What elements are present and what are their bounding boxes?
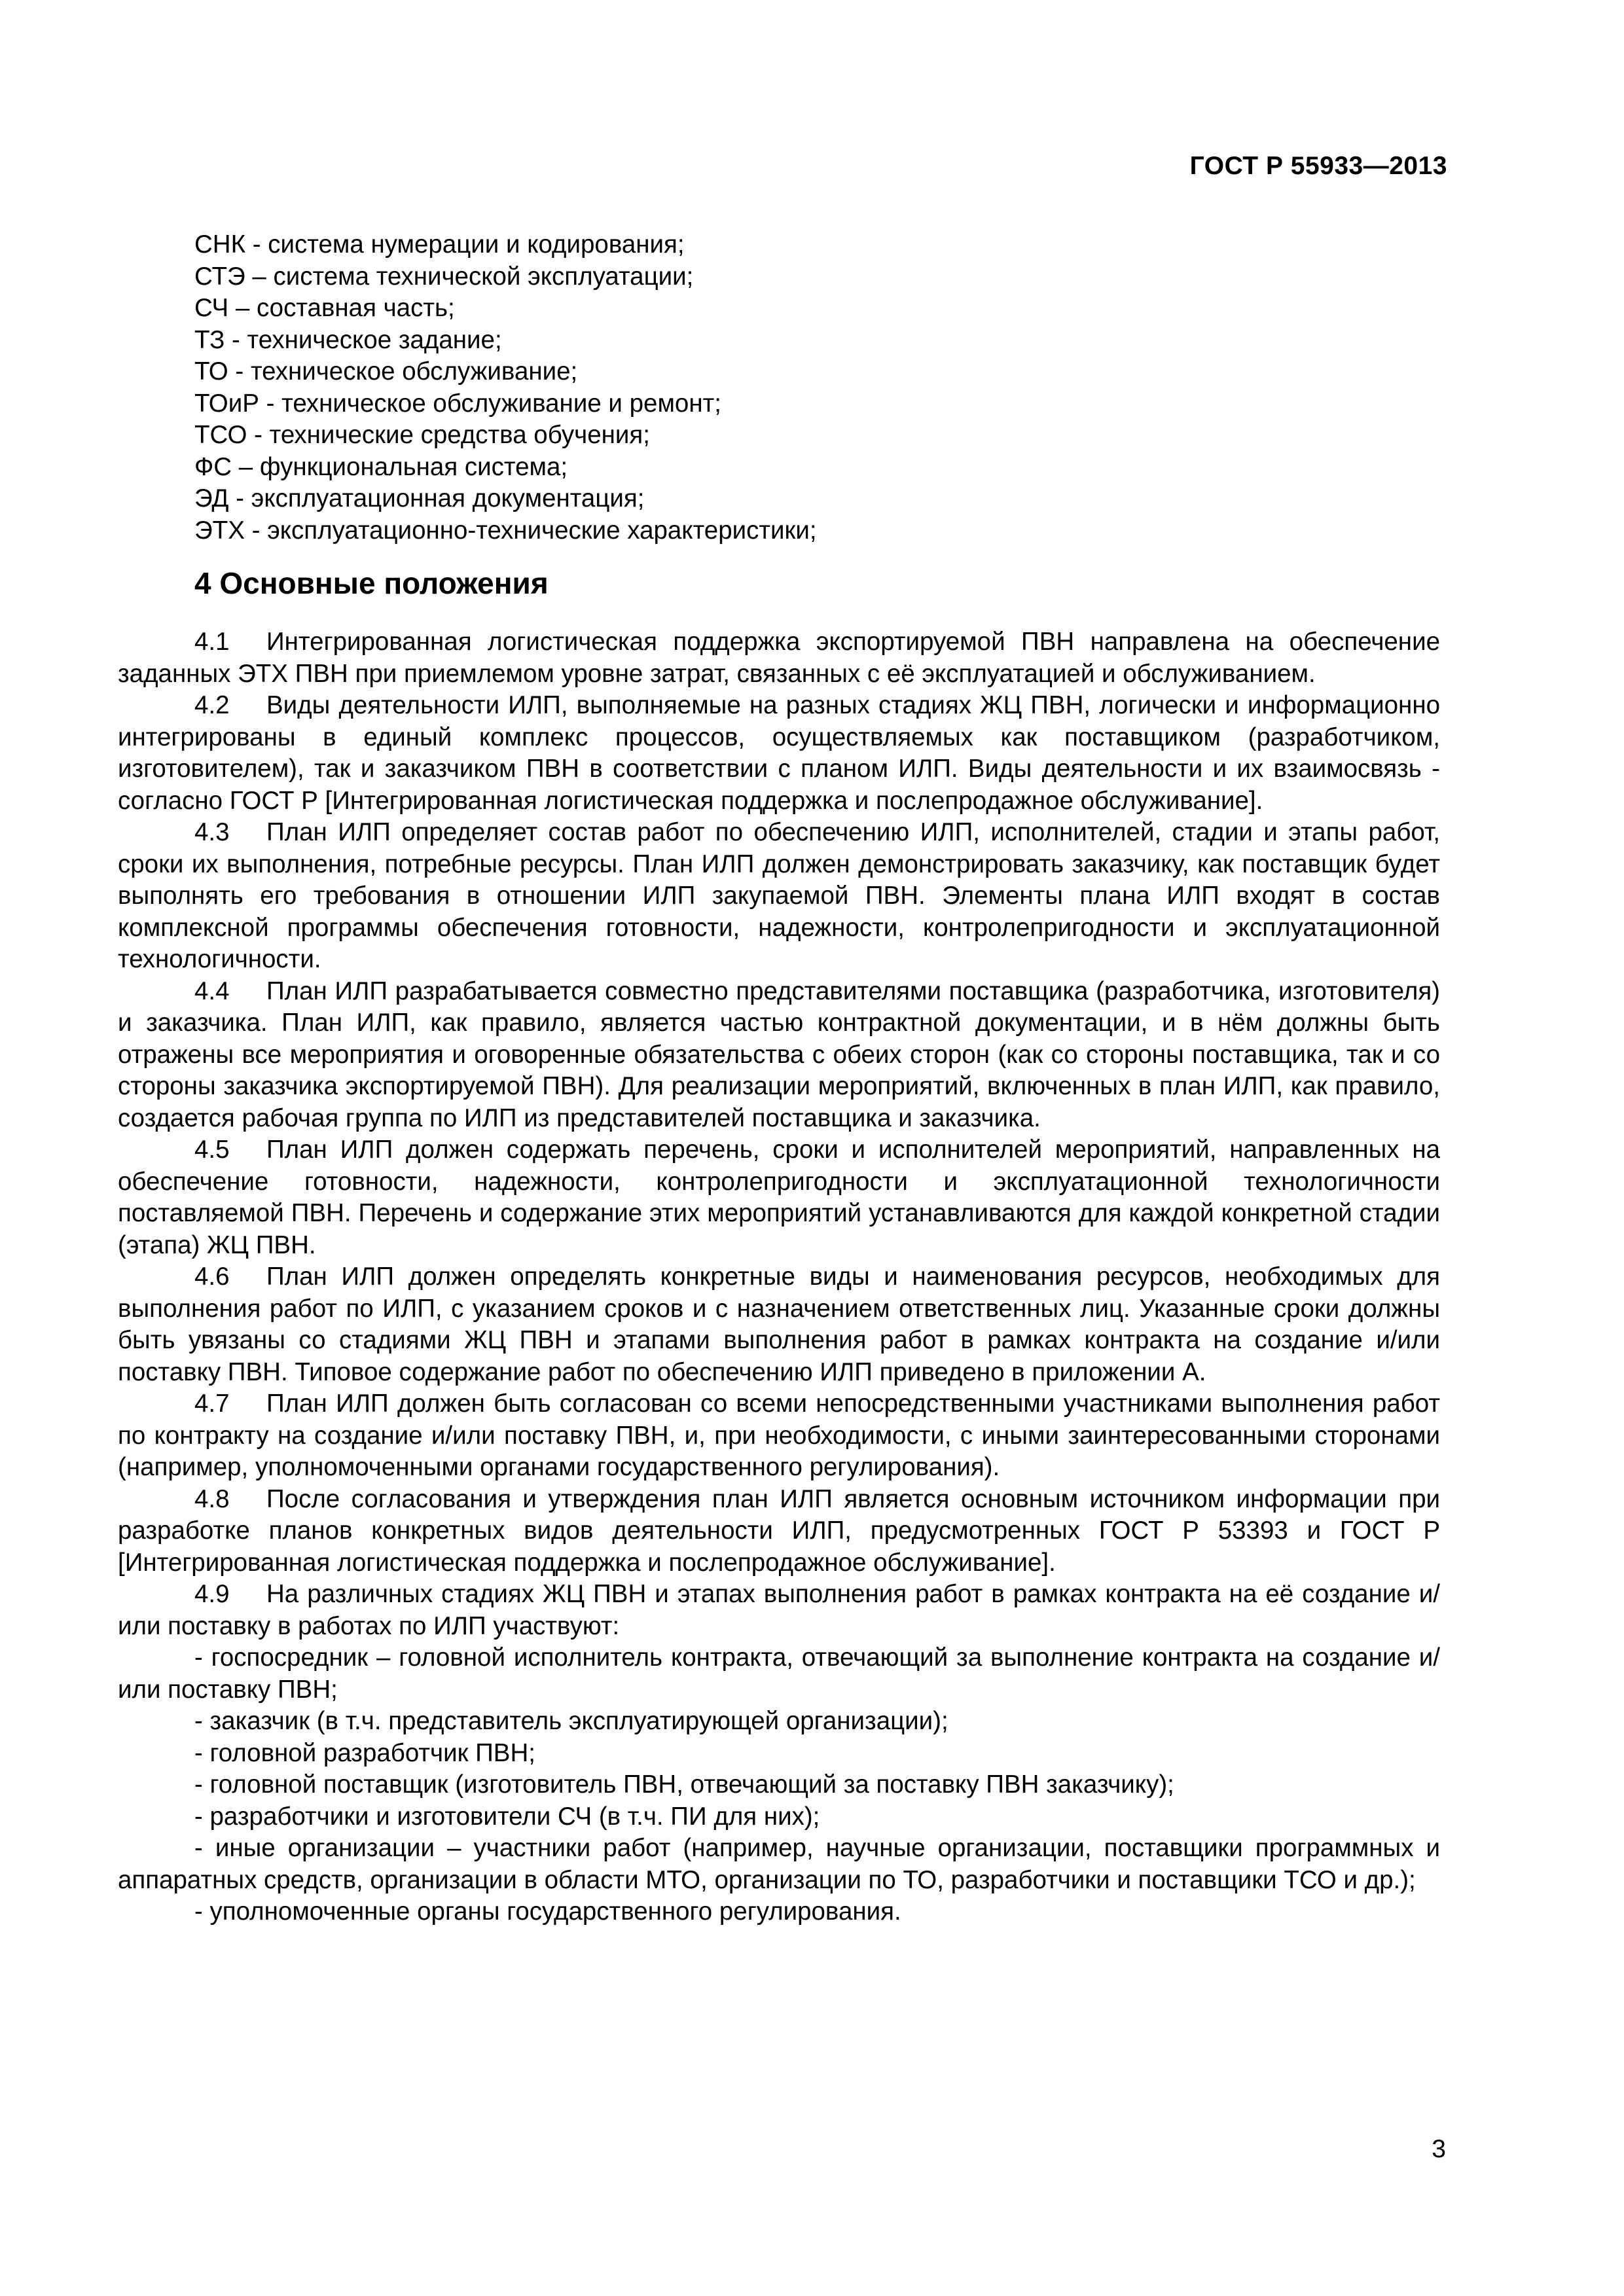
clause-number: 4.3 [194,818,230,846]
clause-text: План ИЛП должен содержать перечень, сроки и исполнителей мероприятий, направленных на обеспечение готовности, надежности, контролепригодности и эксплуатационной технологичности поставляемой ПВН. Перечень и содержание этих мероприятий устанавливаются для каждой конкретной стадии (этапа) ЖЦ ПВН. [118,1136,1440,1259]
clause-paragraph [118,1579,1440,1642]
abbreviation-item: ТСО - технические средства обучения; [194,421,650,449]
abbreviation-item: СТЭ – система технической эксплуатации; [194,262,694,291]
participant-item: - головной разработчик ПВН; [194,1738,535,1767]
clause-text: План ИЛП должен определять конкретные виды и наименования ресурсов, необходимых для выполнения работ по ИЛП, с указанием сроков и с назначением ответственных лиц. Указанные сроки должны быть увязаны со стадиями ЖЦ ПВН и этапами выполнения работ в рамках контракта на создание и/или поставку ПВН. Типовое содержание работ по обеспечению ИЛП приведено в приложении А. [118,1263,1440,1386]
clause-paragraph [118,626,1440,690]
participant-item: - госпосредник – головной исполнитель контракта, отвечающий за выполнение контракта на создание и/или поставку ПВН; [118,1643,1440,1704]
abbreviation-list [194,229,1440,547]
participant-item: - иные организации – участники работ (например, научные организации, поставщики программных и аппаратных средств, организации в области МТО, организации по ТО, разработчики и поставщики ТСО и др.); [118,1834,1440,1894]
clause-text: План ИЛП определяет состав работ по обеспечению ИЛП, исполнителей, стадии и этапы работ, сроки их выполнения, потребные ресурсы. План ИЛП должен демонстрировать заказчику, как поставщик будет выполнять его требования в отношении ИЛП закупаемой ПВН. Элементы плана ИЛП входят в состав комплексной программы обеспечения готовности, надежности, контролепригодности и эксплуатационной технологичности. [118,818,1440,973]
clause-text: На различных стадиях ЖЦ ПВН и этапах выполнения работ в рамках контракта на её создание и/или поставку в работах по ИЛП участвуют: [118,1580,1440,1640]
abbreviation-item: ТЗ - техническое задание; [194,325,502,354]
clause-text: Интегрированная логистическая поддержка экспортируемой ПВН направлена на обеспечение заданных ЭТХ ПВН при приемлемом уровне затрат, связанных с её эксплуатацией и обслуживанием. [118,628,1440,688]
abbreviation-item: ФС – функциональная система; [194,452,568,481]
clause-paragraph [118,1388,1440,1484]
clause-text: После согласования и утверждения план ИЛП является основным источником информации при разработке планов конкретных видов деятельности ИЛП, предусмотренных ГОСТ Р 53393 и ГОСТ Р [Интегрированная логистическая поддержка и послепродажное обслуживание]. [118,1484,1440,1577]
clause-number: 4.7 [194,1390,230,1418]
abbreviation-item: СЧ – составная часть; [194,294,455,322]
abbreviation-item: ЭД - эксплуатационная документация; [194,484,645,512]
section-heading: 4 Основные положения [194,566,549,600]
clause-text: План ИЛП должен быть согласован со всеми непосредственными участниками выполнения работ по контракту на создание и/или поставку ПВН, и, при необходимости, с иными заинтересованными сторонами (например, уполномоченными органами государственного регулирования). [118,1390,1440,1481]
page-number: 3 [1432,2135,1446,2163]
clause-text: План ИЛП разрабатывается совместно представителями поставщика (разработчика, изготовителя) и заказчика. План ИЛП, как правило, является частью контрактной документации, и в нём должны быть отражены все мероприятия и оговоренные обязательства с обеих сторон (как со стороны поставщика, так и со стороны заказчика экспортируемой ПВН). Для реализации мероприятий, включенных в план ИЛП, как правило, создается рабочая группа по ИЛП из представителей поставщика и заказчика. [118,977,1440,1132]
clause-paragraph [118,690,1440,817]
participant-item: - заказчик (в т.ч. представитель эксплуатирующей организации); [194,1707,948,1735]
clause-number: 4.8 [194,1484,230,1513]
abbreviation-item: ТОиР - техническое обслуживание и ремонт; [194,389,721,418]
participant-item: - разработчики и изготовители СЧ (в т.ч. ПИ для них); [194,1802,820,1831]
standard-id-header: ГОСТ Р 55933—2013 [1189,152,1447,180]
clause-number: 4.5 [194,1136,230,1164]
clause-number: 4.2 [194,691,230,719]
clause-number: 4.6 [194,1263,230,1291]
clause-paragraph [118,1134,1440,1261]
document-body [118,229,1440,1928]
clause-paragraph [118,976,1440,1135]
clause-number: 4.1 [194,628,230,656]
clause-number: 4.9 [194,1580,230,1608]
abbreviation-item: СНК - система нумерации и кодирования; [194,230,685,259]
abbreviation-item: ТО - техническое обслуживание; [194,357,578,386]
clause-paragraph [118,1261,1440,1388]
clause-paragraph [118,1484,1440,1579]
abbreviation-item: ЭТХ - эксплуатационно-технические характеристики; [194,516,817,545]
clause-number: 4.4 [194,977,230,1005]
participant-item: - уполномоченные органы государственного регулирования. [194,1897,901,1926]
clause-text: Виды деятельности ИЛП, выполняемые на разных стадиях ЖЦ ПВН, логически и информационно интегрированы в единый комплекс процессов, осуществляемых как поставщиком (разработчиком, изготовителем), так и заказчиком ПВН в соответствии с планом ИЛП. Виды деятельности и их взаимосвязь - согласно ГОСТ Р [Интегрированная логистическая поддержка и послепродажное обслуживание]. [118,691,1440,815]
clause-paragraph [118,817,1440,976]
participant-item: - головной поставщик (изготовитель ПВН, отвечающий за поставку ПВН заказчику); [194,1770,1174,1799]
